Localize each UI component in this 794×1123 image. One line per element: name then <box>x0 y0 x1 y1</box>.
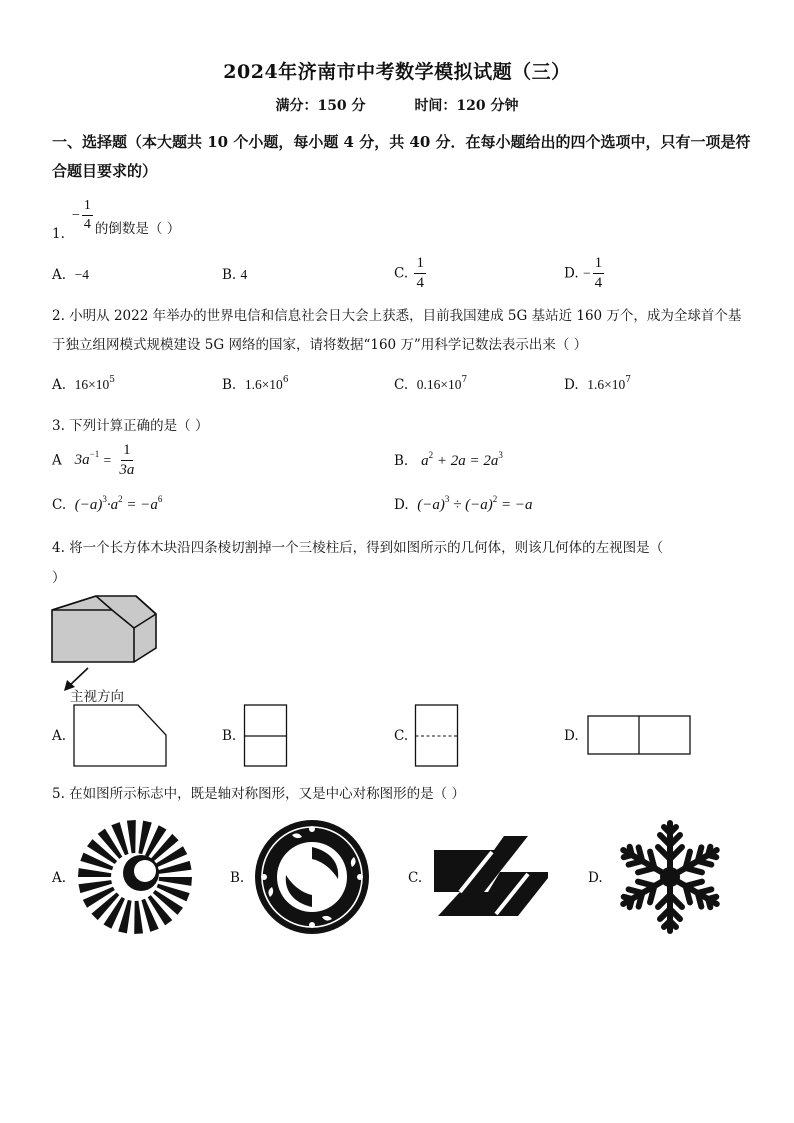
q1-option-b: B. 4 <box>222 267 248 283</box>
section-heading: 一、选择题（本大题共 10 个小题，每小题 4 分，共 40 分．在每小题给出的四个选项中，只有一项是符合题目要求的） <box>52 133 751 180</box>
q2-stem: 2. 小明从 2022 年举办的世界电信和信息社会日大会上获悉，目前我国建成 5G 基站近 160 万个，成为全球首个基于独立组网模式规模建设 5G 网络的国家，请将数据“160 万”用科学记数法表示出来（ ） <box>52 308 742 353</box>
q4-stem: 4. 将一个长方体木块沿四条棱切割掉一个三棱柱后，得到如图所示的几何体，则该几何体的左视图是（ <box>52 540 664 556</box>
q5-option-c-parallelogram-logo <box>432 834 552 920</box>
exam-title: 2024年济南市中考数学模拟试题（三） <box>223 61 571 83</box>
q4-option-b-label: B. <box>222 728 237 744</box>
q5-option-d-snowflake-logo <box>612 819 728 935</box>
q2-option-a: A. $16\times 10^5$ <box>52 375 115 393</box>
q1-stem: 的倒数是（ ） <box>94 221 181 237</box>
exam-info <box>0 95 794 115</box>
q4-option-d-label: D. <box>564 728 579 744</box>
full-score: 满分：150 分 <box>275 98 366 114</box>
q3-option-a: A $3a^{-1}$ = $\frac{1}{3a}$ <box>52 442 135 478</box>
q2-option-c: C. $0.16\times 10^7$ <box>394 375 468 393</box>
q4-view-direction-label: 主视方向 <box>70 689 124 705</box>
q4-solid-figure <box>48 590 168 700</box>
q5-option-c-label: C. <box>408 870 423 886</box>
q3-stem: 3. 下列计算正确的是（ ） <box>52 418 209 434</box>
q5-option-a-sunburst-logo <box>76 818 194 936</box>
q4-option-b-figure <box>243 703 289 769</box>
q5-option-d-label: D. <box>588 870 603 886</box>
q1-number: 1. <box>52 226 65 242</box>
q3-option-d: D. $(-a)^3 \div (-a)^2 = -a$ <box>394 494 533 513</box>
q4-option-a-figure <box>72 703 170 769</box>
q4-option-c-label: C. <box>394 728 409 744</box>
q4-option-c-figure <box>414 703 460 769</box>
q3-option-b: B. $a^2 + 2a = 2a^3$ <box>394 450 503 469</box>
q4-option-a-label: A. <box>52 728 67 744</box>
q5-option-b-label: B. <box>230 870 245 886</box>
q1-option-c: C. $\frac{1}{4}$ <box>394 255 424 291</box>
q5-option-a-label: A. <box>52 870 67 886</box>
q1-fraction: − $\frac{1}{4}$ 的倒数是（ ） <box>72 198 181 237</box>
q5-option-b-dragon-ring-logo <box>252 817 372 937</box>
q3-option-c: C. $(-a)^3\cdot a^2 = -a^6$ <box>52 494 163 513</box>
q2-option-b: B. $1.6\times 10^6$ <box>222 375 289 393</box>
q2-option-d: D. $1.6\times 10^7$ <box>564 375 631 393</box>
q1-option-a: A. −4 <box>52 267 90 283</box>
q5-stem: 5. 在如图所示标志中，既是轴对称图形，又是中心对称图形的是（ ） <box>52 786 465 802</box>
q1-option-d: D. − $\frac{1}{4}$ <box>564 255 603 291</box>
exam-time: 时间：120 分钟 <box>414 98 519 114</box>
q4-stem-cont: ） <box>52 570 66 586</box>
q4-option-d-figure <box>586 714 692 756</box>
